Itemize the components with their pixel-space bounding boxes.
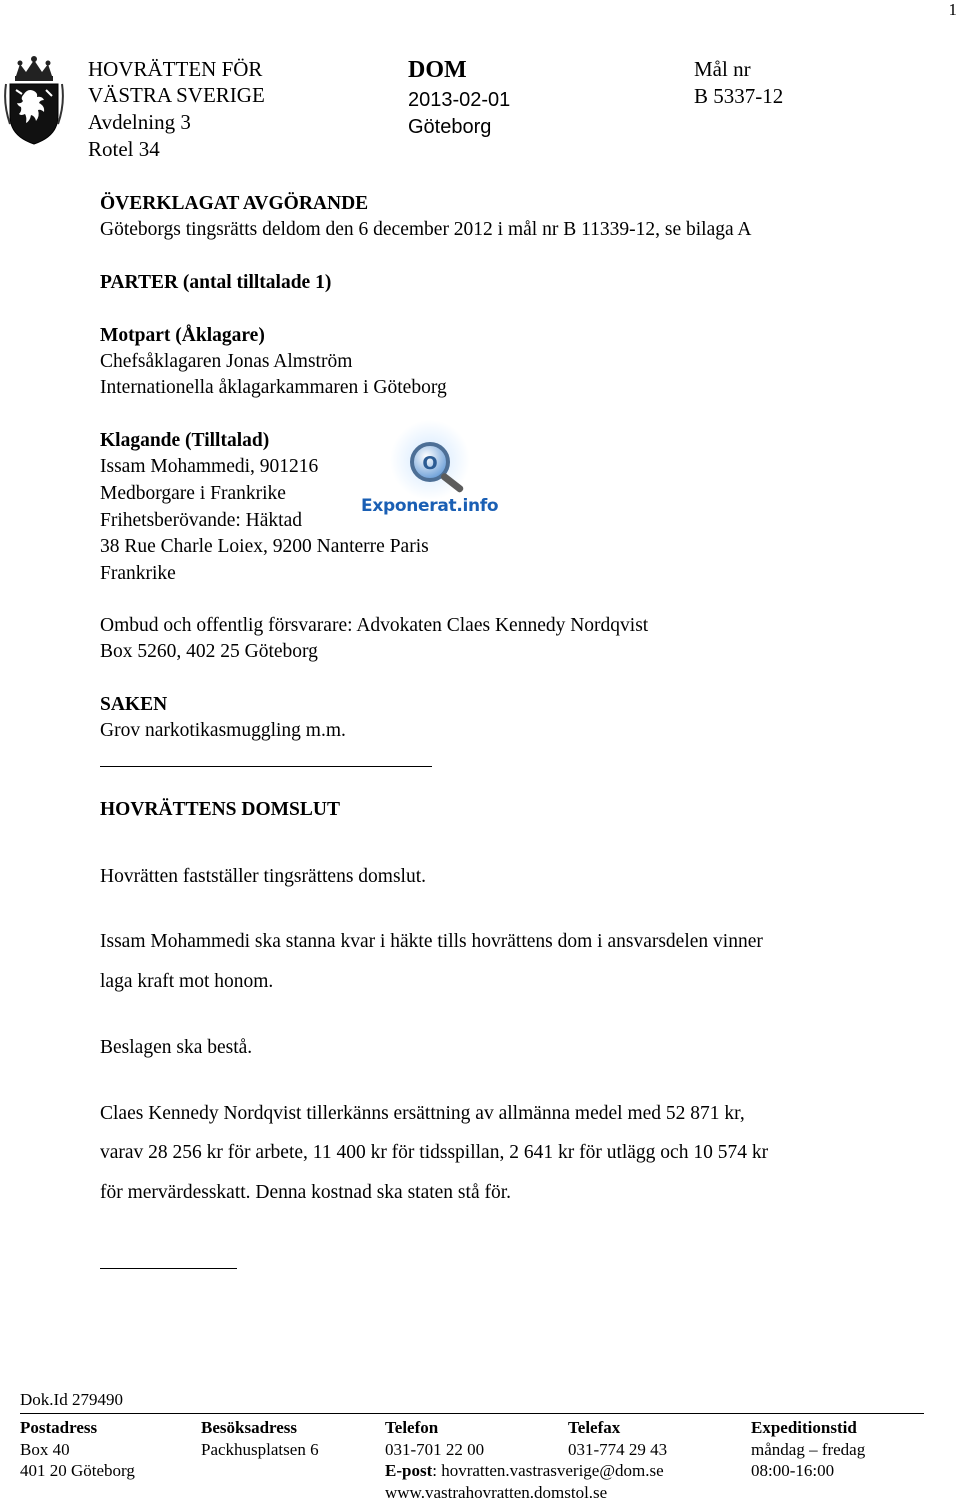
watermark-text: Exponerat.info	[361, 496, 498, 516]
footer-fax-label: Telefax	[568, 1417, 667, 1439]
footer-hours	[751, 1417, 865, 1482]
matter-heading: SAKEN	[100, 692, 167, 718]
ruling-paragraph: Claes Kennedy Nordqvist tillerkänns ersättning av allmänna medel med 52 871 kr,	[100, 1101, 745, 1127]
footer-divider	[20, 1413, 924, 1414]
appellant-line: Issam Mohammedi, 901216	[100, 454, 318, 480]
court-rotel: Rotel 34	[88, 136, 160, 162]
appellant-line: 38 Rue Charle Loiex, 9200 Nanterre Paris	[100, 534, 429, 560]
footer-visiting-line1: Packhusplatsen 6	[201, 1439, 319, 1461]
appealed-text: Göteborgs tingsrätts deldom den 6 december 2012 i mål nr B 11339-12, se bilaga A	[100, 217, 752, 243]
ruling-paragraph: Hovrätten fastställer tingsrättens domslut.	[100, 864, 426, 890]
end-divider	[100, 1268, 237, 1269]
prosecutor-line: Internationella åklagarkammaren i Göteborg	[100, 375, 447, 401]
magnifier-icon	[358, 416, 508, 500]
footer-email-label: E-post	[385, 1461, 432, 1480]
counsel-line: Box 5260, 402 25 Göteborg	[100, 639, 318, 665]
court-division: Avdelning 3	[88, 109, 191, 135]
section-divider	[100, 766, 432, 767]
footer-email[interactable]	[385, 1460, 664, 1482]
case-number: B 5337-12	[694, 83, 783, 109]
coat-of-arms-icon	[2, 54, 66, 146]
document-date: 2013-02-01	[408, 87, 510, 113]
footer-hours-line2: 08:00-16:00	[751, 1460, 865, 1482]
ruling-paragraph: Issam Mohammedi ska stanna kvar i häkte tills hovrättens dom i ansvarsdelen vinner	[100, 929, 763, 955]
page-number: 1	[949, 0, 958, 20]
footer-postal-line2: 401 20 Göteborg	[20, 1460, 135, 1482]
footer-email-address[interactable]: : hovratten.vastrasverige@dom.se	[432, 1461, 663, 1480]
ruling-paragraph: Beslagen ska bestå.	[100, 1035, 252, 1061]
ruling-paragraph: laga kraft mot honom.	[100, 969, 273, 995]
document-id: Dok.Id 279490	[20, 1389, 123, 1410]
footer-postal	[20, 1417, 135, 1482]
prosecutor-line: Chefsåklagaren Jonas Almström	[100, 349, 352, 375]
document-type: DOM	[408, 56, 467, 84]
footer-fax	[568, 1417, 667, 1460]
court-name-line2: VÄSTRA SVERIGE	[88, 82, 265, 108]
appellant-line: Frankrike	[100, 561, 176, 587]
case-number-label: Mål nr	[694, 56, 751, 82]
matter-text: Grov narkotikasmuggling m.m.	[100, 718, 346, 744]
footer-fax-line1: 031-774 29 43	[568, 1439, 667, 1461]
ruling-heading: HOVRÄTTENS DOMSLUT	[100, 797, 340, 823]
footer-hours-line1: måndag – fredag	[751, 1439, 865, 1461]
appellant-line: Frihetsberövande: Häktad	[100, 508, 302, 534]
footer-visiting-label: Besöksadress	[201, 1417, 319, 1439]
footer-postal-label: Postadress	[20, 1417, 135, 1439]
ruling-paragraph: varav 28 256 kr för arbete, 11 400 kr för tidsspillan, 2 641 kr för utlägg och 10 574 kr	[100, 1140, 768, 1166]
footer-phone-line1: 031-701 22 00	[385, 1439, 664, 1461]
appealed-heading: ÖVERKLAGAT AVGÖRANDE	[100, 191, 368, 217]
footer-web-link[interactable]: www.vastrahovratten.domstol.se	[385, 1482, 664, 1503]
exponerat-watermark	[358, 416, 508, 520]
ruling-paragraph: för mervärdesskatt. Denna kostnad ska staten stå för.	[100, 1180, 511, 1206]
court-name-line1: HOVRÄTTEN FÖR	[88, 56, 262, 82]
footer-hours-label: Expeditionstid	[751, 1417, 865, 1439]
prosecutor-heading: Motpart (Åklagare)	[100, 323, 265, 349]
footer-visiting	[201, 1417, 319, 1460]
appellant-line: Medborgare i Frankrike	[100, 481, 286, 507]
parties-heading: PARTER (antal tilltalade 1)	[100, 270, 331, 296]
document-place: Göteborg	[408, 114, 491, 140]
footer-phone-label: Telefon	[385, 1417, 664, 1439]
svg-text:O: O	[422, 453, 437, 474]
footer-postal-line1: Box 40	[20, 1439, 135, 1461]
counsel-line: Ombud och offentlig försvarare: Advokaten Claes Kennedy Nordqvist	[100, 613, 648, 639]
appellant-heading: Klagande (Tilltalad)	[100, 428, 269, 454]
